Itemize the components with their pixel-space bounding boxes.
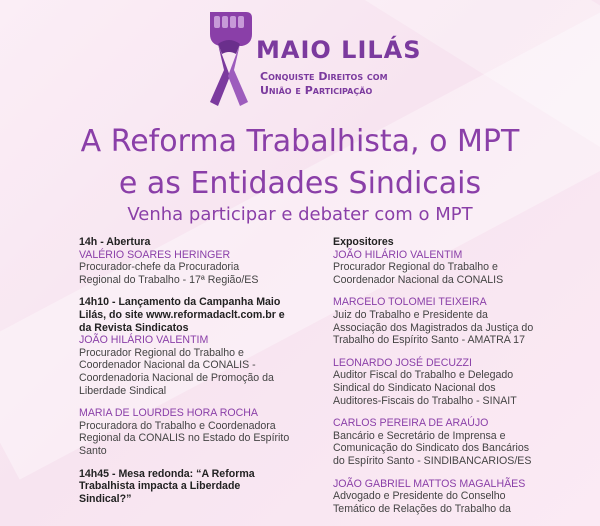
item-heading: Trabalhista impacta a Liberdade bbox=[79, 480, 241, 493]
item-heading: 14h45 - Mesa redonda: “A Reforma bbox=[79, 467, 255, 480]
speaker-role: Advogado e Presidente do Conselho bbox=[333, 490, 506, 503]
item-heading: da Revista Sindicatos bbox=[79, 321, 189, 334]
schedule-left-column bbox=[79, 236, 341, 515]
speaker-role: Procurador Regional do Trabalho e bbox=[333, 261, 498, 274]
maio-lilas-logo bbox=[200, 6, 422, 110]
program-item bbox=[79, 407, 341, 457]
program-item bbox=[333, 357, 598, 407]
program-item bbox=[333, 296, 598, 346]
speaker-role: Regional da CONALIS no Estado do Espírito bbox=[79, 432, 290, 445]
speaker-name: JOÃO HILÁRIO VALENTIM bbox=[333, 248, 463, 261]
item-heading: Sindical?” bbox=[79, 492, 132, 505]
page-title-line-2: e as Entidades Sindicais bbox=[118, 166, 482, 201]
speaker-role: Associação dos Magistrados da Justiça do bbox=[333, 321, 534, 334]
brand-name: MAIO LILÁS bbox=[256, 36, 422, 64]
speaker-name: JOÃO HILÁRIO VALENTIM bbox=[79, 334, 209, 347]
tagline-line: Conquiste Direitos com bbox=[260, 70, 388, 83]
page-subtitle: Venha participar e debater com o MPT bbox=[127, 204, 473, 225]
speaker-role: Comunicação do Sindicato dos Bancários bbox=[333, 442, 530, 455]
speaker-role: Juiz do Trabalho e Presidente da bbox=[333, 308, 488, 321]
item-heading: 14h - Abertura bbox=[79, 236, 151, 248]
program-item bbox=[79, 296, 341, 397]
program-item bbox=[333, 478, 598, 516]
speaker-role: Bancário e Secretário de Imprensa e bbox=[333, 429, 506, 442]
speaker-role: Auditor Fiscal do Trabalho e Delegado bbox=[333, 369, 514, 382]
program-item bbox=[333, 236, 598, 286]
schedule-right-column bbox=[333, 236, 598, 525]
speaker-role: Coordenador Nacional da CONALIS bbox=[333, 273, 504, 286]
ribbon-fist-icon bbox=[200, 6, 260, 110]
speaker-name: LEONARDO JOSÉ DECUZZI bbox=[333, 356, 472, 369]
item-heading: Expositores bbox=[333, 236, 394, 248]
item-heading: Lilás, do site www.reformadaclt.com.br e bbox=[79, 308, 285, 321]
speaker-role: Coordenadoria Nacional de Promoção da bbox=[79, 371, 274, 384]
speaker-role: Procuradora do Trabalho e Coordenadora bbox=[79, 419, 276, 432]
speaker-role: Temático de Relações do Trabalho da bbox=[333, 502, 511, 515]
speaker-role: Auditores-Fiscais do Trabalho - SINAIT bbox=[333, 394, 517, 407]
speaker-role: Trabalho do Espírito Santo - AMATRA 17 bbox=[333, 334, 525, 347]
speaker-role: Coordenador Nacional da CONALIS - bbox=[79, 359, 256, 372]
speaker-role: Procurador-chefe da Procuradoria bbox=[79, 261, 240, 274]
speaker-role: Procurador Regional do Trabalho e bbox=[79, 346, 244, 359]
speaker-name: MARCELO TOLOMEI TEIXEIRA bbox=[333, 296, 487, 309]
speaker-role: Regional do Trabalho - 17ª Região/ES bbox=[79, 273, 259, 286]
speaker-name: VALÉRIO SOARES HERINGER bbox=[79, 248, 231, 261]
program-item bbox=[79, 236, 341, 286]
speaker-role: Santo bbox=[79, 444, 107, 457]
speaker-name: CARLOS PEREIRA DE ARAÚJO bbox=[333, 417, 489, 430]
program-item bbox=[333, 417, 598, 467]
speaker-role: Liberdade Sindical bbox=[79, 384, 167, 397]
brand-tagline bbox=[260, 70, 388, 98]
speaker-role: do Espírito Santo - SINDIBANCARIOS/ES bbox=[333, 454, 532, 467]
program-item bbox=[79, 468, 341, 506]
item-heading: 14h10 - Lançamento da Campanha Maio bbox=[79, 296, 281, 309]
page-title-line-1: A Reforma Trabalhista, o MPT bbox=[80, 124, 520, 159]
tagline-line: União e Participação bbox=[260, 84, 373, 97]
speaker-name: MARIA DE LOURDES HORA ROCHA bbox=[79, 407, 258, 420]
speaker-role: Sindical do Sindicato Nacional dos bbox=[333, 381, 496, 394]
speaker-name: JOÃO GABRIEL MATTOS MAGALHÃES bbox=[333, 477, 526, 490]
